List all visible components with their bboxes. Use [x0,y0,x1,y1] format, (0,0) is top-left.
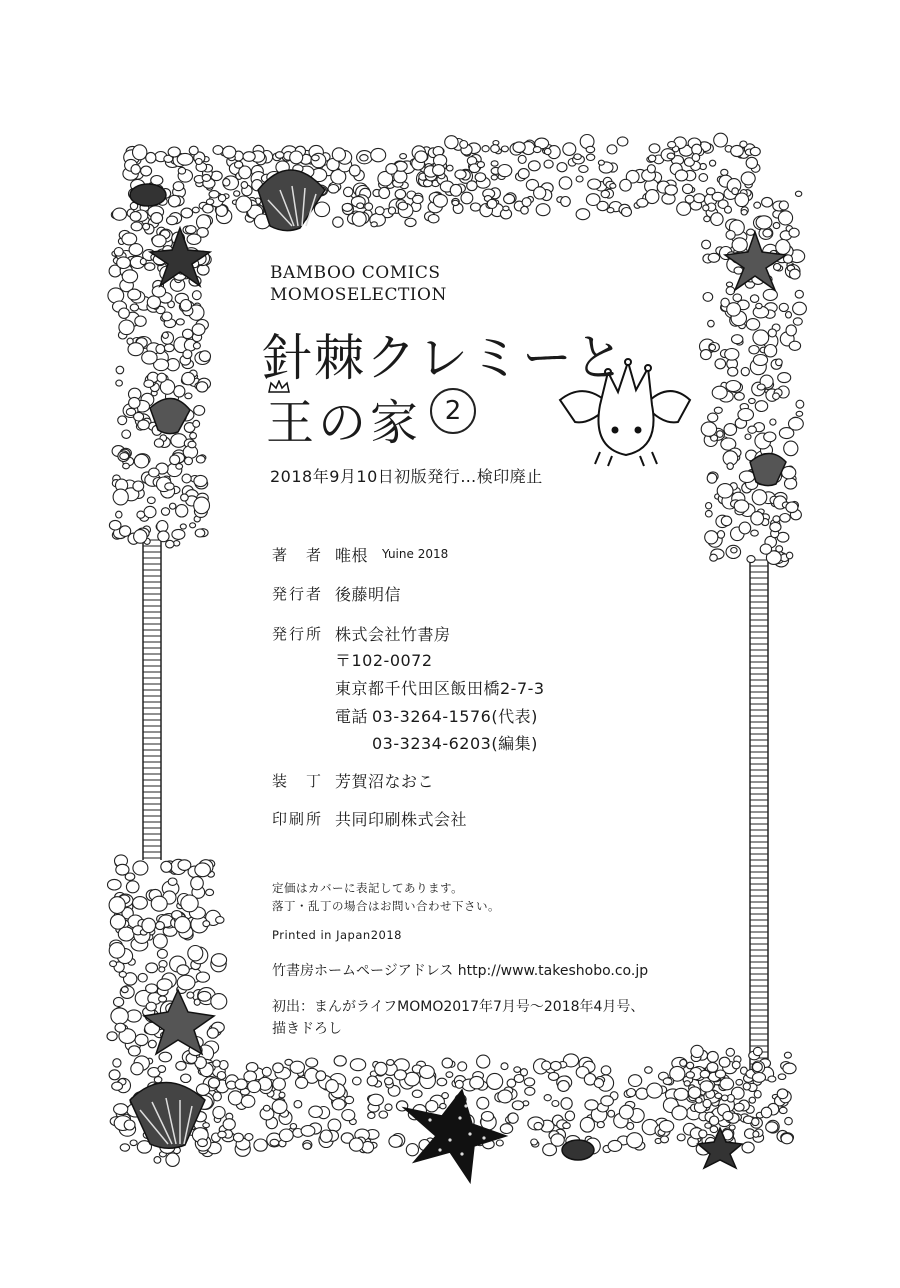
seashell-icon [750,454,786,486]
first-appearance-2: 描きドろし [272,1021,342,1037]
homepage-line [272,960,648,980]
seashell-icon [130,184,166,206]
author-label: 著 者 [272,546,324,564]
seashell-icon [562,1140,594,1160]
printer-label: 印刷所 [272,810,324,828]
designer-name: 芳賀沼なおこ [335,772,435,791]
publication-date: 2018年9月10日初版発行…検印廃止 [270,467,543,486]
defects-note: 落丁・乱丁の場合はお問い合わせ下さい。 [272,899,500,913]
publisher-label: 発行者 [272,585,324,603]
author-name: 唯根 [335,546,369,565]
tel-label: 電話 [335,707,369,726]
postal-code: 〒102-0072 [335,651,433,670]
tel-representative: 03-3264-1576(代表) [372,707,538,726]
series-name [270,262,447,306]
company-address: 東京都千代田区飯田橋2-7-3 [335,679,545,698]
company-label: 発行所 [272,625,324,643]
series-line-2: MOMOSELECTION [270,285,447,305]
printed-in: Printed in Japan2018 [272,928,402,942]
tel-editorial: 03-3234-6203(編集) [372,734,538,753]
publisher-name: 後藤明信 [335,585,402,604]
price-note: 定価はカバーに表記してあります。 [272,881,464,895]
series-line-1: BAMBOO COMICS [270,263,441,283]
homepage-label: 竹書房ホームページアドレス [272,963,454,979]
author-copyright: Yuine 2018 [382,547,449,561]
book-title-line-2: 王の家 [266,395,423,451]
company-name: 株式会社竹書房 [335,625,451,644]
design-label: 装 丁 [272,772,324,790]
printer-name: 共同印刷株式会社 [335,810,468,829]
volume-badge: 2 [430,388,476,434]
homepage-url[interactable]: http://www.takeshobo.co.jp [457,963,649,979]
first-appearance: 初出：まんがライフMOMO2017年7月号～2018年4月号、 [272,999,645,1015]
starfish-icon [404,1090,506,1182]
book-title-line-1: 針棘クレミーと [262,329,626,387]
